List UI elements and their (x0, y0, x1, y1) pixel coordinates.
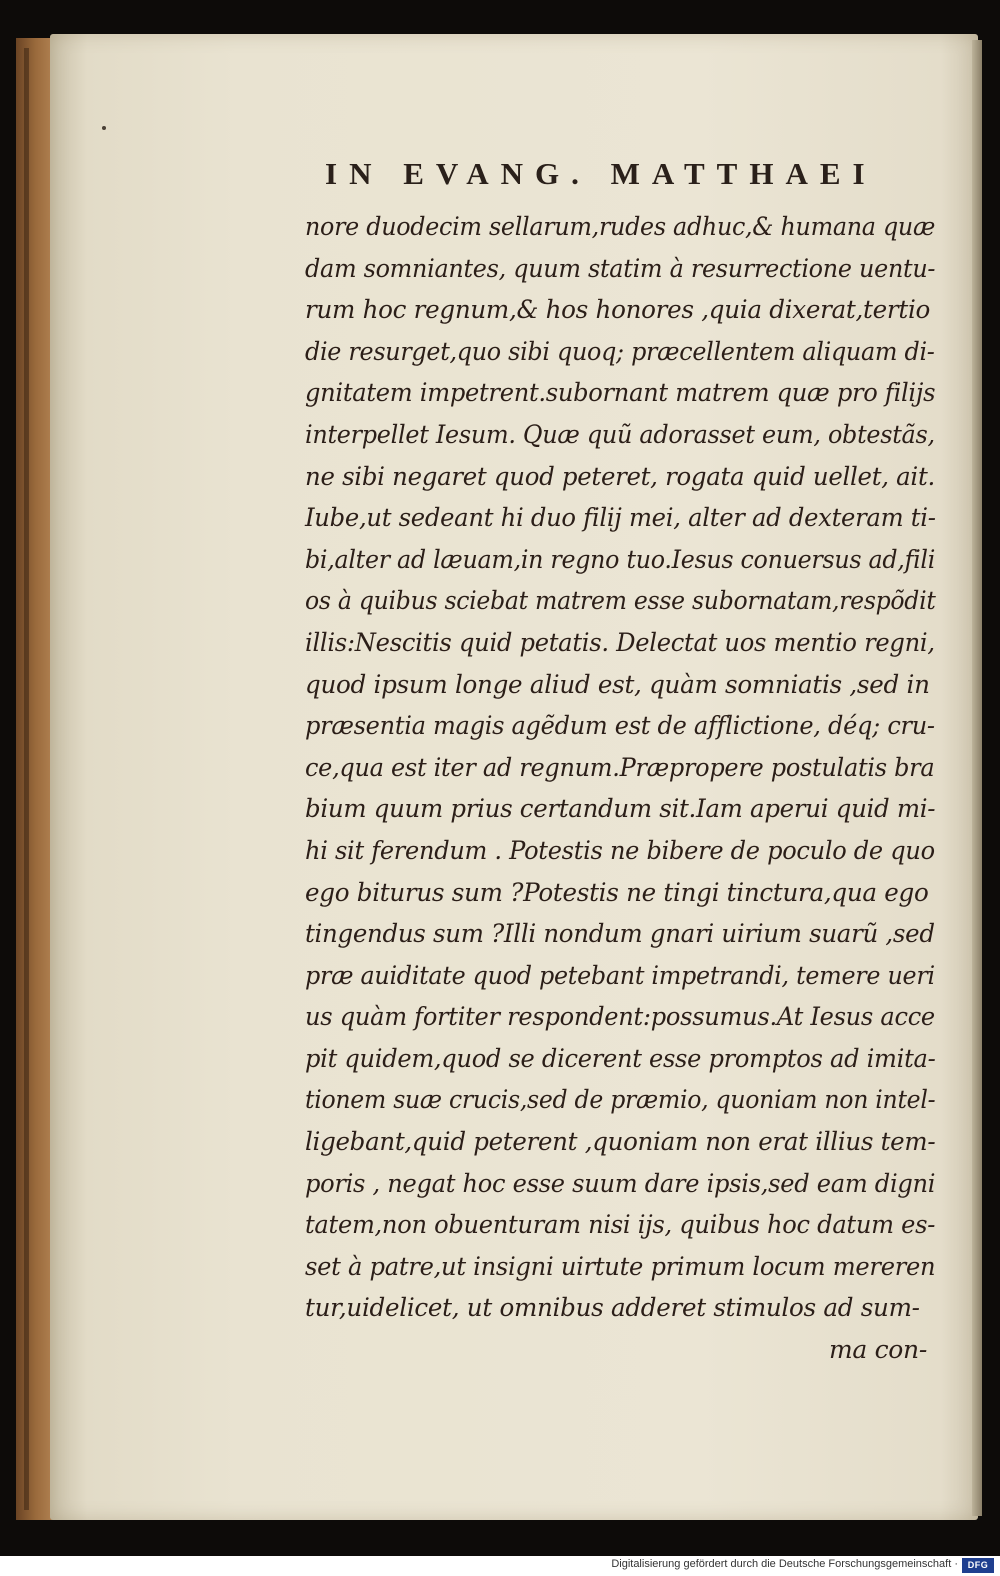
text-line: gnitatem impetrent.subornant matrem quæ pro filijs (305, 378, 936, 408)
text-line: ego biturus sum ?Potestis ne tingi tinctura,qua ego (305, 877, 929, 907)
text-line: tatem,non obuenturam nisi ijs, quibus hoc datum es- (305, 1210, 936, 1240)
text-line: pit quidem,quod se dicerent esse promptos ad imita- (305, 1043, 936, 1073)
text-line: interpellet Iesum. Quæ quũ adorasset eum, obtestãs, (305, 419, 935, 449)
digitization-footer (0, 1556, 1000, 1576)
text-line: rum hoc regnum,& hos honores ,quia dixerat,tertio (305, 295, 931, 325)
text-line: us quàm fortiter respondent:possumus.At Iesus acce (305, 1002, 935, 1032)
text-line: ce,qua est iter ad regnum.Præpropere postulatis bra (305, 752, 935, 782)
text-line: tingendus sum ?Illi nondum gnari uirium suarũ ,sed (305, 919, 935, 949)
page-edge (972, 40, 982, 1516)
text-line: dam somniantes, quum statim à resurrectione uentu- (305, 253, 936, 283)
text-line: illis:Nescitis quid petatis. Delectat uos mentio regni, (305, 627, 935, 657)
running-head: IN EVANG. MATTHAEI (325, 156, 877, 191)
text-line: hi sit ferendum . Potestis ne bibere de poculo de quo (305, 835, 935, 865)
text-line: nore duodecim sellarum,rudes adhuc,& humana quæ (305, 212, 936, 241)
body-text (305, 206, 945, 1371)
text-line: poris , negat hoc esse suum dare ipsis,sed eam digni (305, 1168, 936, 1198)
text-line: quod ipsum longe aliud est, quàm somniatis ,sed in (305, 669, 930, 699)
text-line: bium quum prius certandum sit.Iam aperui quid mi- (305, 794, 936, 824)
text-line: præ auiditate quod petebant impetrandi, temere ueri (305, 960, 935, 990)
text-line: os à quibus sciebat matrem esse subornatam,respõdit (305, 586, 936, 616)
paper-speck (102, 126, 106, 130)
text-line: Iube,ut sedeant hi duo filij mei, alter ad dexteram ti- (305, 503, 936, 533)
text-line: tur,uidelicet, ut omnibus adderet stimulos ad sum- (305, 1293, 920, 1323)
dfg-logo: DFG (962, 1558, 994, 1573)
text-line: ligebant,quid peterent ,quoniam non erat illius tem- (305, 1127, 936, 1157)
catchword: ma con- (828, 1335, 927, 1365)
text-line: tionem suæ crucis,sed de præmio, quoniam non intel- (305, 1085, 936, 1115)
text-line: die resurget,quo sibi quoq; præcellentem aliquam di- (305, 336, 935, 366)
funding-notice: Digitalisierung gefördert durch die Deutsche Forschungsgemeinschaft · (611, 1558, 958, 1570)
text-line: bi,alter ad læuam,in regno tuo.Iesus conuersus ad,fili (305, 544, 936, 574)
text-line: set à patre,ut insigni uirtute primum locum mereren (305, 1251, 936, 1281)
text-line: præsentia magis agẽdum est de afflictione, déq; cru- (305, 711, 935, 741)
text-line: ne sibi negaret quod peteret, rogata quid uellet, ait. (305, 461, 935, 491)
